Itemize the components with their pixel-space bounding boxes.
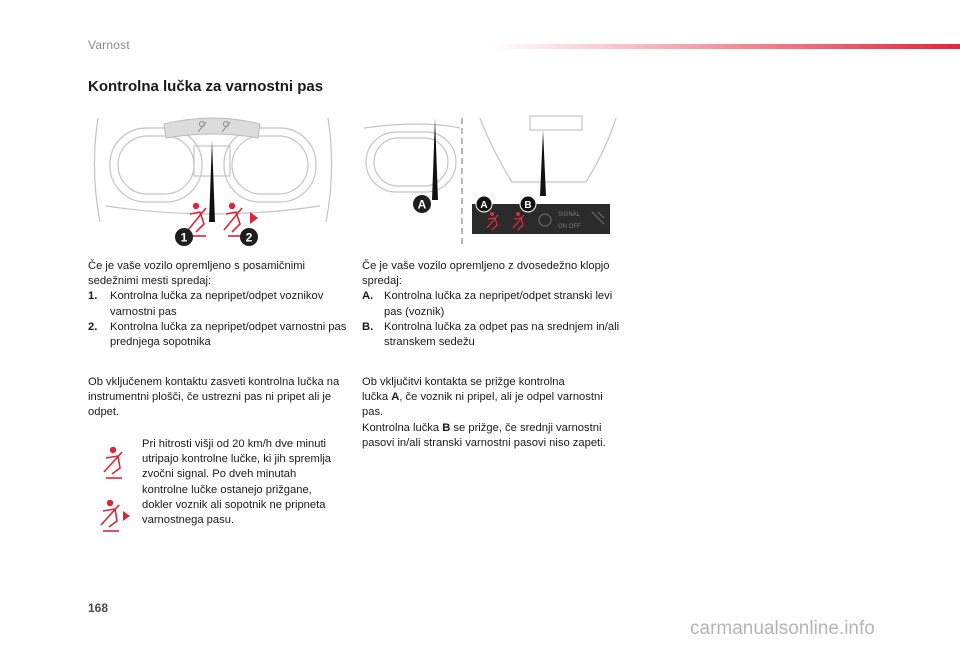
seatbelt-warning-icon	[224, 203, 242, 236]
list-marker: B.	[362, 320, 374, 333]
body-line: Ob vključitvi kontakta se prižge kontrolna	[362, 376, 565, 388]
text-fragment: , če voznik ni pripel, ali je odpel varnostni pas.	[362, 391, 603, 419]
list-text: Kontrolna lučka za nepripet/odpet varnostni pas prednjega sopotnika	[110, 320, 347, 349]
right-column-intro	[362, 259, 624, 350]
arrow-indicator-icon	[250, 212, 258, 224]
instrument-cluster-illustration	[88, 110, 338, 250]
list-marker: A.	[362, 290, 374, 303]
svg-text:2: 2	[245, 230, 253, 245]
bold-marker: A	[391, 391, 400, 404]
list-item	[362, 289, 624, 319]
right-column-paragraph	[362, 375, 624, 451]
callout-1	[175, 228, 193, 246]
intro-text: Če je vaše vozilo opremljeno z dvosedežno klopjo spredaj:	[362, 260, 610, 288]
body-line	[362, 421, 624, 451]
watermark: carmanualsonline.info	[690, 618, 875, 639]
svg-text:A: A	[417, 197, 427, 212]
text-fragment: se prižge, če srednji varnostni pasovi in/ali stranski varnostni pasovi niso zapeti.	[362, 421, 606, 449]
callout-2	[240, 228, 258, 246]
list-text: Kontrolna lučka za odpet pas na srednjem in/ali stranskem sedežu	[384, 320, 620, 349]
svg-text:B: B	[524, 200, 532, 211]
callout-a	[413, 195, 431, 213]
callout-a-panel	[476, 196, 492, 212]
list-text: Kontrolna lučka za nepripet/odpet stranski levi pas (voznik)	[384, 290, 613, 318]
bench-seat-illustration	[362, 110, 620, 250]
seatbelt-warning-arrow-icon	[96, 499, 132, 533]
left-column-intro	[88, 259, 350, 350]
list-item	[88, 289, 350, 319]
list-item	[362, 320, 624, 350]
list-marker: 2.	[88, 320, 98, 333]
callout-b	[520, 196, 536, 212]
list-marker: 1.	[88, 290, 98, 303]
body-paragraph: Ob vključenem kontaktu zasveti kontrolna lučka na instrumentni plošči, če ustrezni pas ni pripet ali je odpet.	[88, 376, 340, 419]
svg-text:A: A	[480, 200, 488, 211]
intro-text: Če je vaše vozilo opremljeno s posamičnimi sedežnimi mesti spredaj:	[88, 260, 306, 288]
header-accent-bar	[490, 44, 960, 49]
section-label: Varnost	[88, 38, 130, 52]
svg-text:SIGNAL: SIGNAL	[558, 212, 581, 218]
list-text: Kontrolna lučka za nepripet/odpet voznikov varnostni pas	[110, 290, 324, 318]
body-line	[362, 390, 624, 420]
text-fragment: lučka	[362, 391, 392, 404]
bold-marker: B	[442, 421, 451, 434]
text-fragment: Kontrolna lučka	[362, 421, 443, 434]
svg-text:1: 1	[180, 230, 188, 245]
seatbelt-warning-icon	[98, 446, 128, 480]
list-item	[88, 320, 350, 350]
left-column-paragraph	[88, 375, 350, 421]
page-title: Kontrolna lučka za varnostni pas	[88, 78, 324, 95]
note-text: Pri hitrosti višji od 20 km/h dve minuti utripajo kontrolne lučke, ki jih spremlja zvočni signal. Po dveh minutah kontrolne lučke ostanejo prižgane, dokler voznik ali sopotnik ne pripneta varnostnega pasu.	[142, 438, 332, 527]
svg-text:ON OFF: ON OFF	[558, 224, 581, 230]
page-number: 168	[88, 601, 109, 615]
